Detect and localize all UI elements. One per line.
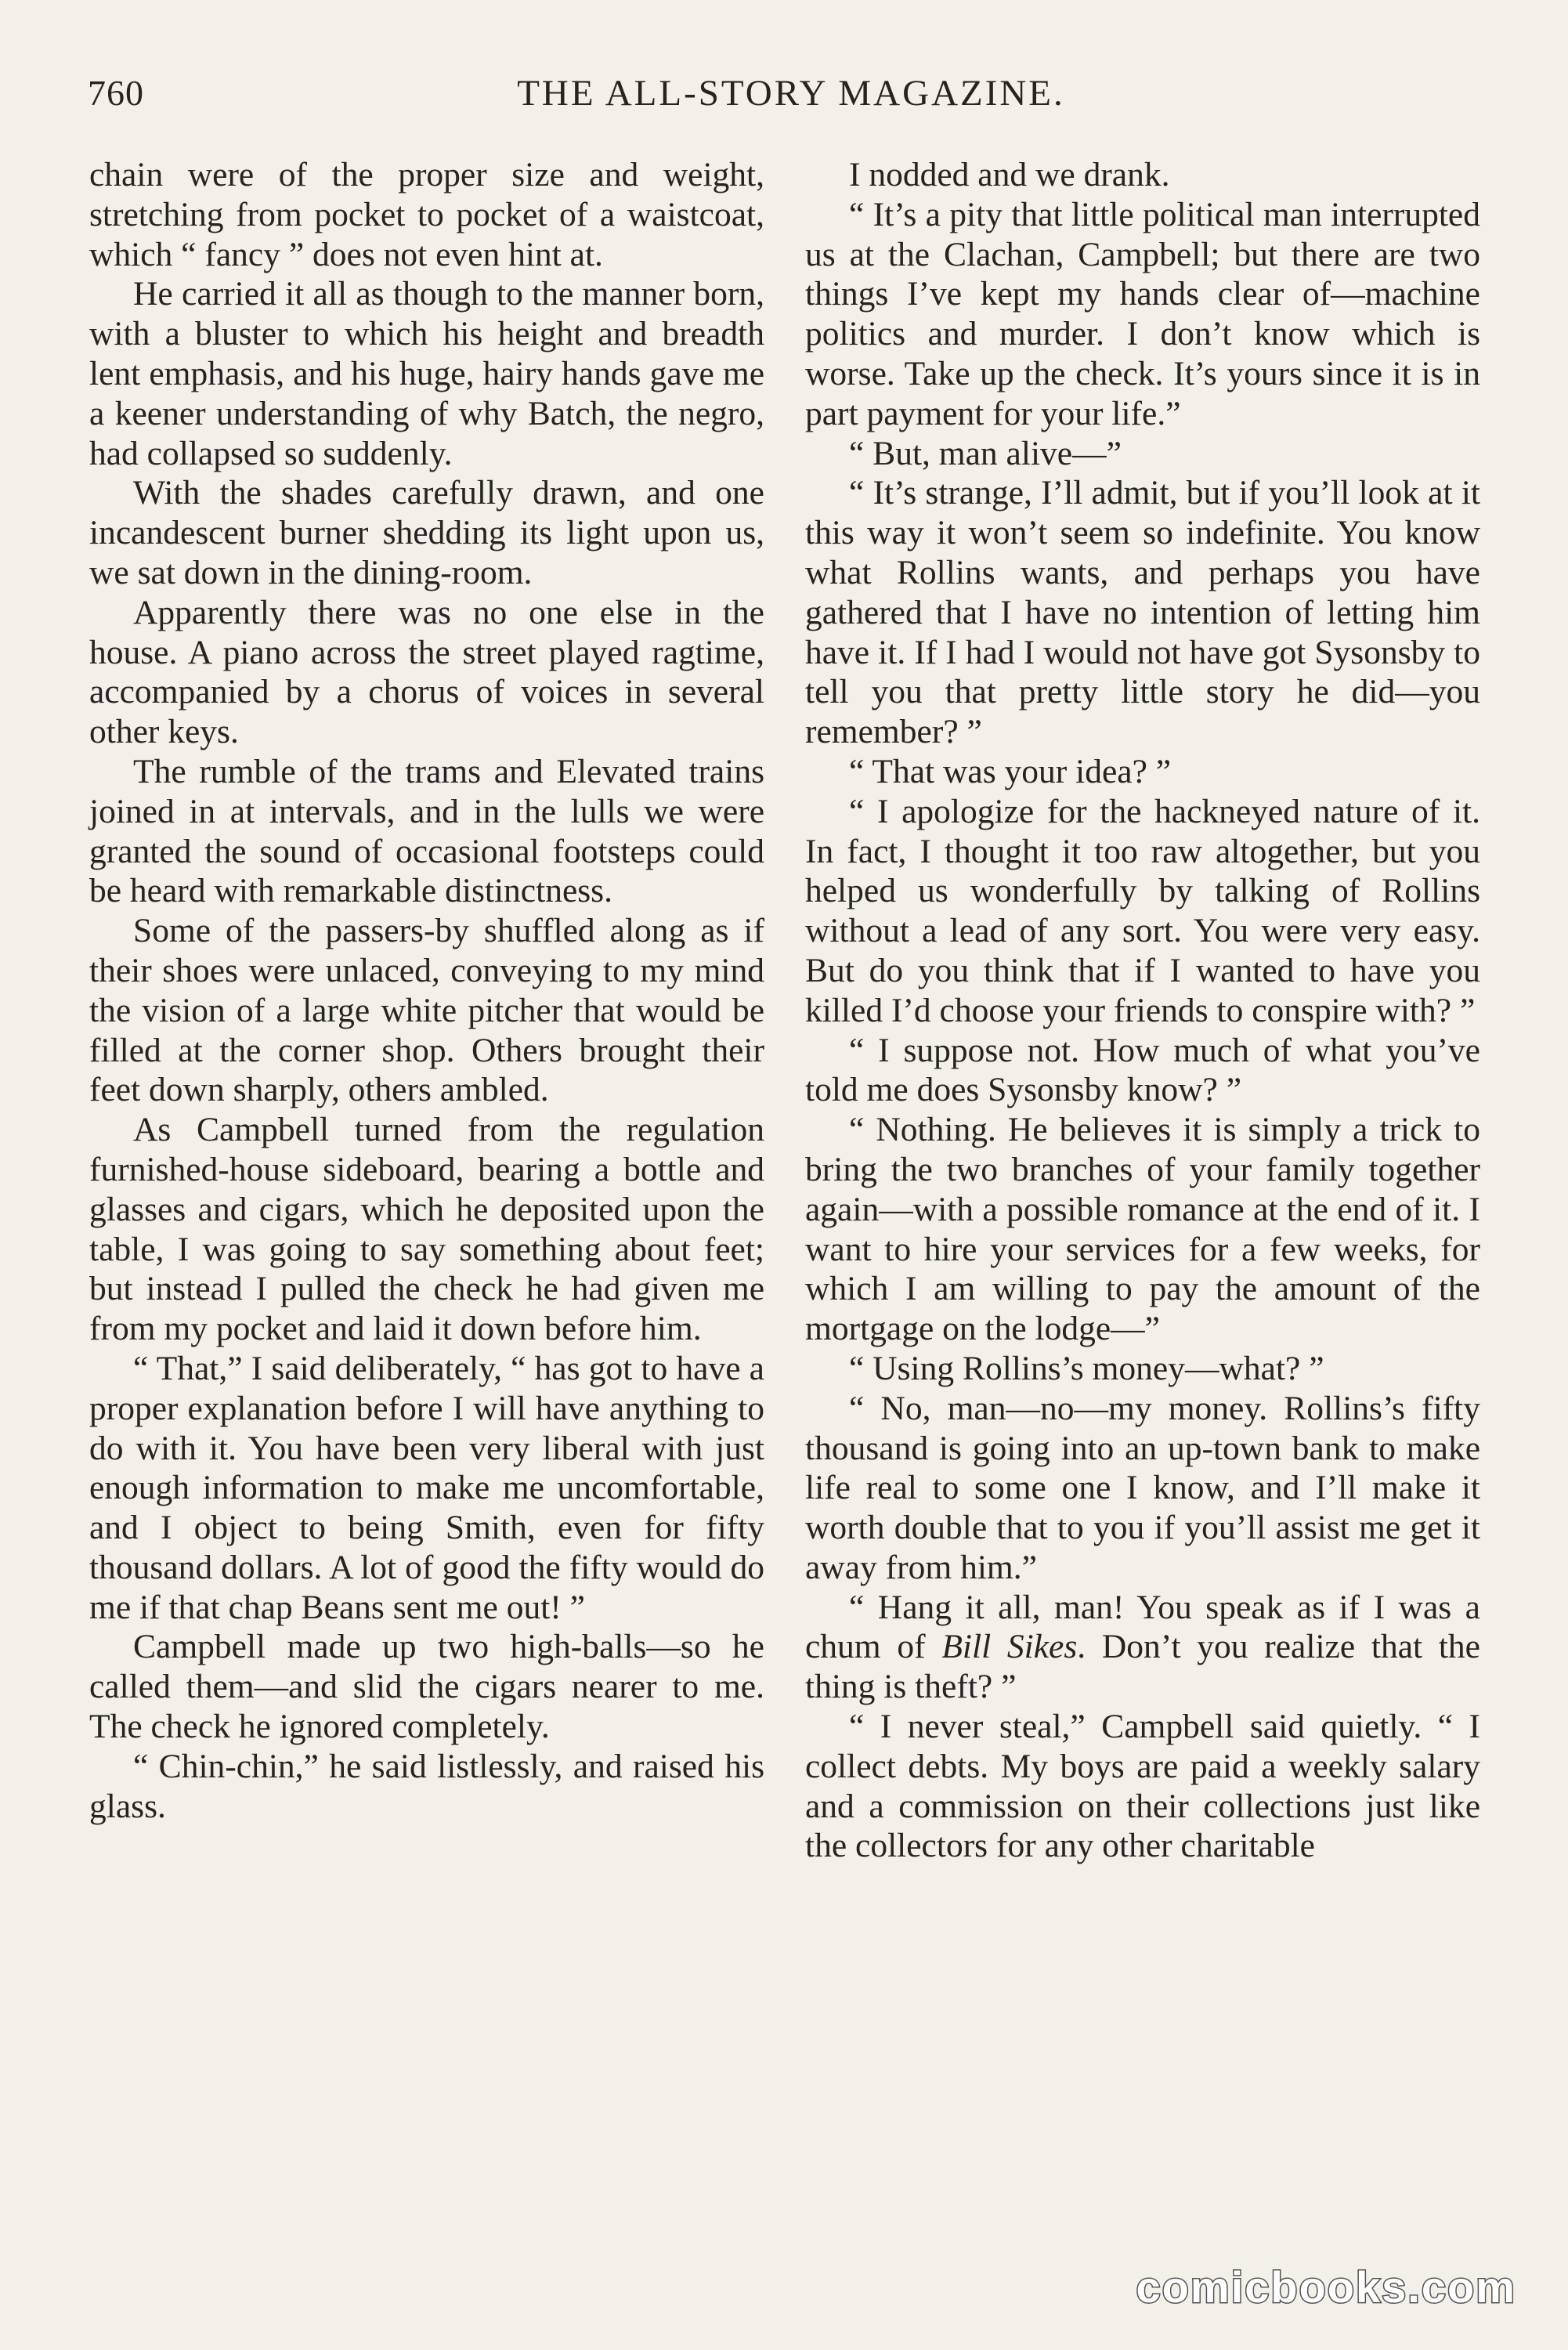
paragraph: He carried it all as though to the manner born, with a bluster to which his height and breadth lent emphasis, and his huge, hairy hands gave me a keener understanding of why Batch, the negro, had collapsed so suddenly. — [89, 275, 764, 472]
paragraph: I nodded and we drank. — [849, 156, 1170, 193]
text-run: “ Hang it all, man! You speak as if I was a chum of — [805, 1588, 1480, 1666]
paragraph: “ I apologize for the hackneyed nature of it. In fact, I thought it too raw altogether, but you helped us wonderfully by talking of Rollins without a lead of any sort. You were very easy. But do you think that if I wanted to have you killed I’d choose your friends to conspire with? ” — [805, 792, 1480, 1029]
paragraph: “ It’s strange, I’ll admit, but if you’ll look at it this way it won’t seem so indefinite. You know what Rollins wants, and perhaps you have gathered that I have no intention of letting him have it. If I had I would not have got Sysonsby to tell you that pretty little story he did—you remember? ” — [805, 474, 1480, 751]
paragraph: Campbell made up two high-balls—so he called them—and slid the cigars nearer to me. The check he ignored completely. — [89, 1628, 764, 1746]
text-run: . Don’t you realize that the thing is theft? ” — [805, 1628, 1480, 1706]
paragraph: Apparently there was no one else in the house. A piano across the street played ragtime, accompanied by a chorus of voices in several other keys. — [89, 593, 764, 751]
paragraph: “ Nothing. He believes it is simply a trick to bring the two branches of your family together again—with a possible romance at the end of it. I want to hire your services for a few weeks, for which I am willing to pay the amount of the mortgage on the lodge—” — [805, 1111, 1480, 1348]
watermark: comicbooks.com — [1136, 2262, 1516, 2312]
page-number: 760 — [88, 73, 144, 113]
left-column — [89, 155, 764, 1826]
paragraph: The rumble of the trams and Elevated trains joined in at intervals, and in the lulls we were granted the sound of occasional footsteps could be heard with remarkable distinctness. — [89, 752, 764, 910]
paragraph: “ I never steal,” Campbell said quietly. “ I collect debts. My boys are paid a weekly salary and a commission on their collections just like the collectors for any other charitable — [805, 1708, 1480, 1865]
paragraph: “ It’s a pity that little political man interrupted us at the Clachan, Campbell; but there are two things I’ve kept my hands clear of—machine politics and murder. I don’t know which is worse. Take up the check. It’s yours since it is in part payment for your life.” — [805, 195, 1480, 432]
paragraph: With the shades carefully drawn, and one incandescent burner shedding its light upon us, we sat down in the dining-room. — [89, 474, 764, 591]
paragraph: “ But, man alive—” — [849, 434, 1122, 472]
paragraph: “ I suppose not. How much of what you’ve told me does Sysonsby know? ” — [805, 1031, 1480, 1109]
paragraph: chain were of the proper size and weight, stretching from pocket to pocket of a waistcoat, which “ fancy ” does not even hint at. — [89, 156, 764, 273]
paragraph: “ Using Rollins’s money—what? ” — [849, 1349, 1324, 1387]
paragraph: Some of the passers-by shuffled along as if their shoes were unlaced, conveying to my mind the vision of a large white pitcher that would be filled at the corner shop. Others brought their feet down sharply, others ambled. — [89, 912, 764, 1109]
right-column — [805, 155, 1480, 1866]
paragraph — [805, 1588, 1480, 1707]
paragraph: “ No, man—no—my money. Rollins’s fifty thousand is going into an up-town bank to make life real to some one I know, and I’ll make it worth double that to you if you’ll assist me get it away from him.” — [805, 1389, 1480, 1586]
italic-title: Bill Sikes — [941, 1628, 1078, 1666]
paragraph: “ That,” I said deliberately, “ has got to have a proper explanation before I will have anything to do with it. You have been very liberal with just enough information to make me uncomfortable, and I object to being Smith, even for fifty thousand dollars. A lot of good the fifty would do me if that chap Beans sent me out! ” — [89, 1349, 764, 1626]
paragraph: “ That was your idea? ” — [849, 752, 1172, 790]
paragraph: “ Chin-chin,” he said listlessly, and raised his glass. — [89, 1747, 764, 1825]
paragraph: As Campbell turned from the regulation furnished-house sideboard, bearing a bottle and glasses and cigars, which he deposited upon the table, I was going to say something about feet; but instead I pulled the check he had given me from my pocket and laid it down before him. — [89, 1111, 764, 1348]
running-head: THE ALL-STORY MAGAZINE. — [517, 73, 1065, 114]
